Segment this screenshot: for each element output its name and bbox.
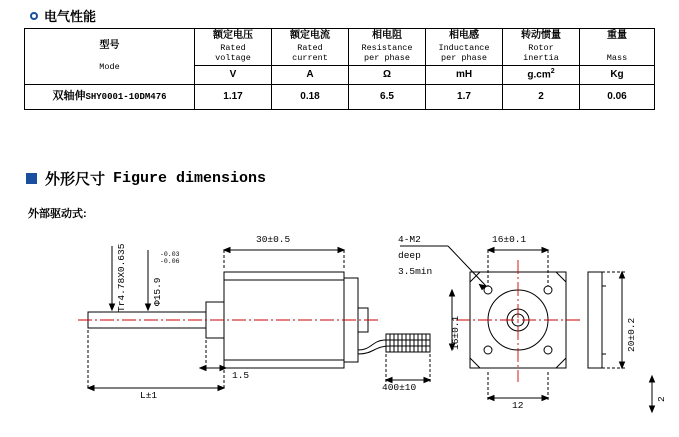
table-row: [25, 84, 655, 109]
dimensions-section-title: [26, 168, 266, 189]
table-header-row: [25, 29, 655, 66]
label-depth-20: 20±0.2: [626, 317, 637, 352]
cell-current: 0.18: [272, 84, 349, 109]
header-cell-rotor-inertia: 转动惯量 Rotor inertia: [503, 29, 580, 66]
cell-inertia: 2: [503, 84, 580, 109]
unit-mass: Kg: [580, 65, 655, 84]
label-screw-depth-min: 3.5min: [398, 266, 433, 277]
motor-drawing-svg: [0, 190, 679, 432]
unit-inductance: mH: [426, 65, 503, 84]
label-height-16: 16±0.1: [450, 315, 461, 350]
unit-resistance: Ω: [349, 65, 426, 84]
unit-inertia: $g.cm^2$: [503, 65, 580, 84]
label-thickness-2: 2: [656, 396, 667, 402]
label-thread-spec: Tr4.78X0.635: [116, 243, 127, 312]
label-shaft-tolerance: -0.03 -0.06: [160, 251, 180, 265]
cell-mass: 0.06: [580, 84, 655, 109]
label-lead-length: 400±10: [382, 382, 417, 393]
header-cell-rated-voltage: 额定电压 Rated voltage: [195, 29, 272, 66]
cell-resistance: 6.5: [349, 84, 426, 109]
figure-dimensions-drawing: [0, 190, 679, 432]
dot-bullet-icon: [30, 12, 38, 20]
header-cell-resistance: 相电阻 Resistance per phase: [349, 29, 426, 66]
label-length-30: 30±0.5: [256, 234, 291, 245]
cell-model: 双轴伸SHY0001-10DM476: [25, 84, 195, 109]
electrical-section-title: [30, 6, 96, 25]
cell-inductance: 1.7: [426, 84, 503, 109]
header-cell-inductance: 相电感 Inductance per phase: [426, 29, 503, 66]
header-cell-mass: 重量 Mass: [580, 29, 655, 66]
header-cell-rated-current: 额定电流 Rated current: [272, 29, 349, 66]
label-length-1p5: 1.5: [232, 370, 250, 381]
label-shaft-diameter: Φ15.9: [152, 277, 163, 306]
electrical-section-title-text: 电气性能: [44, 9, 97, 24]
unit-voltage: V: [195, 65, 272, 84]
unit-current: A: [272, 65, 349, 84]
dimensions-title-en: Figure dimensions: [113, 170, 267, 187]
label-screw-spec: 4-M2: [398, 234, 421, 245]
cell-voltage: 1.17: [195, 84, 272, 109]
label-length-L: L±1: [140, 390, 158, 401]
label-width-12: 12: [512, 400, 524, 411]
label-screw-deep: deep: [398, 250, 421, 261]
electrical-spec-table: [24, 28, 655, 110]
drive-type-label: 外部驱动式:: [28, 208, 87, 220]
header-cell-model: 型号 Mode: [25, 29, 195, 85]
label-width-16: 16±0.1: [492, 234, 527, 245]
dimensions-title-cn: 外形尺寸: [45, 171, 106, 188]
square-bullet-icon: [26, 173, 37, 184]
